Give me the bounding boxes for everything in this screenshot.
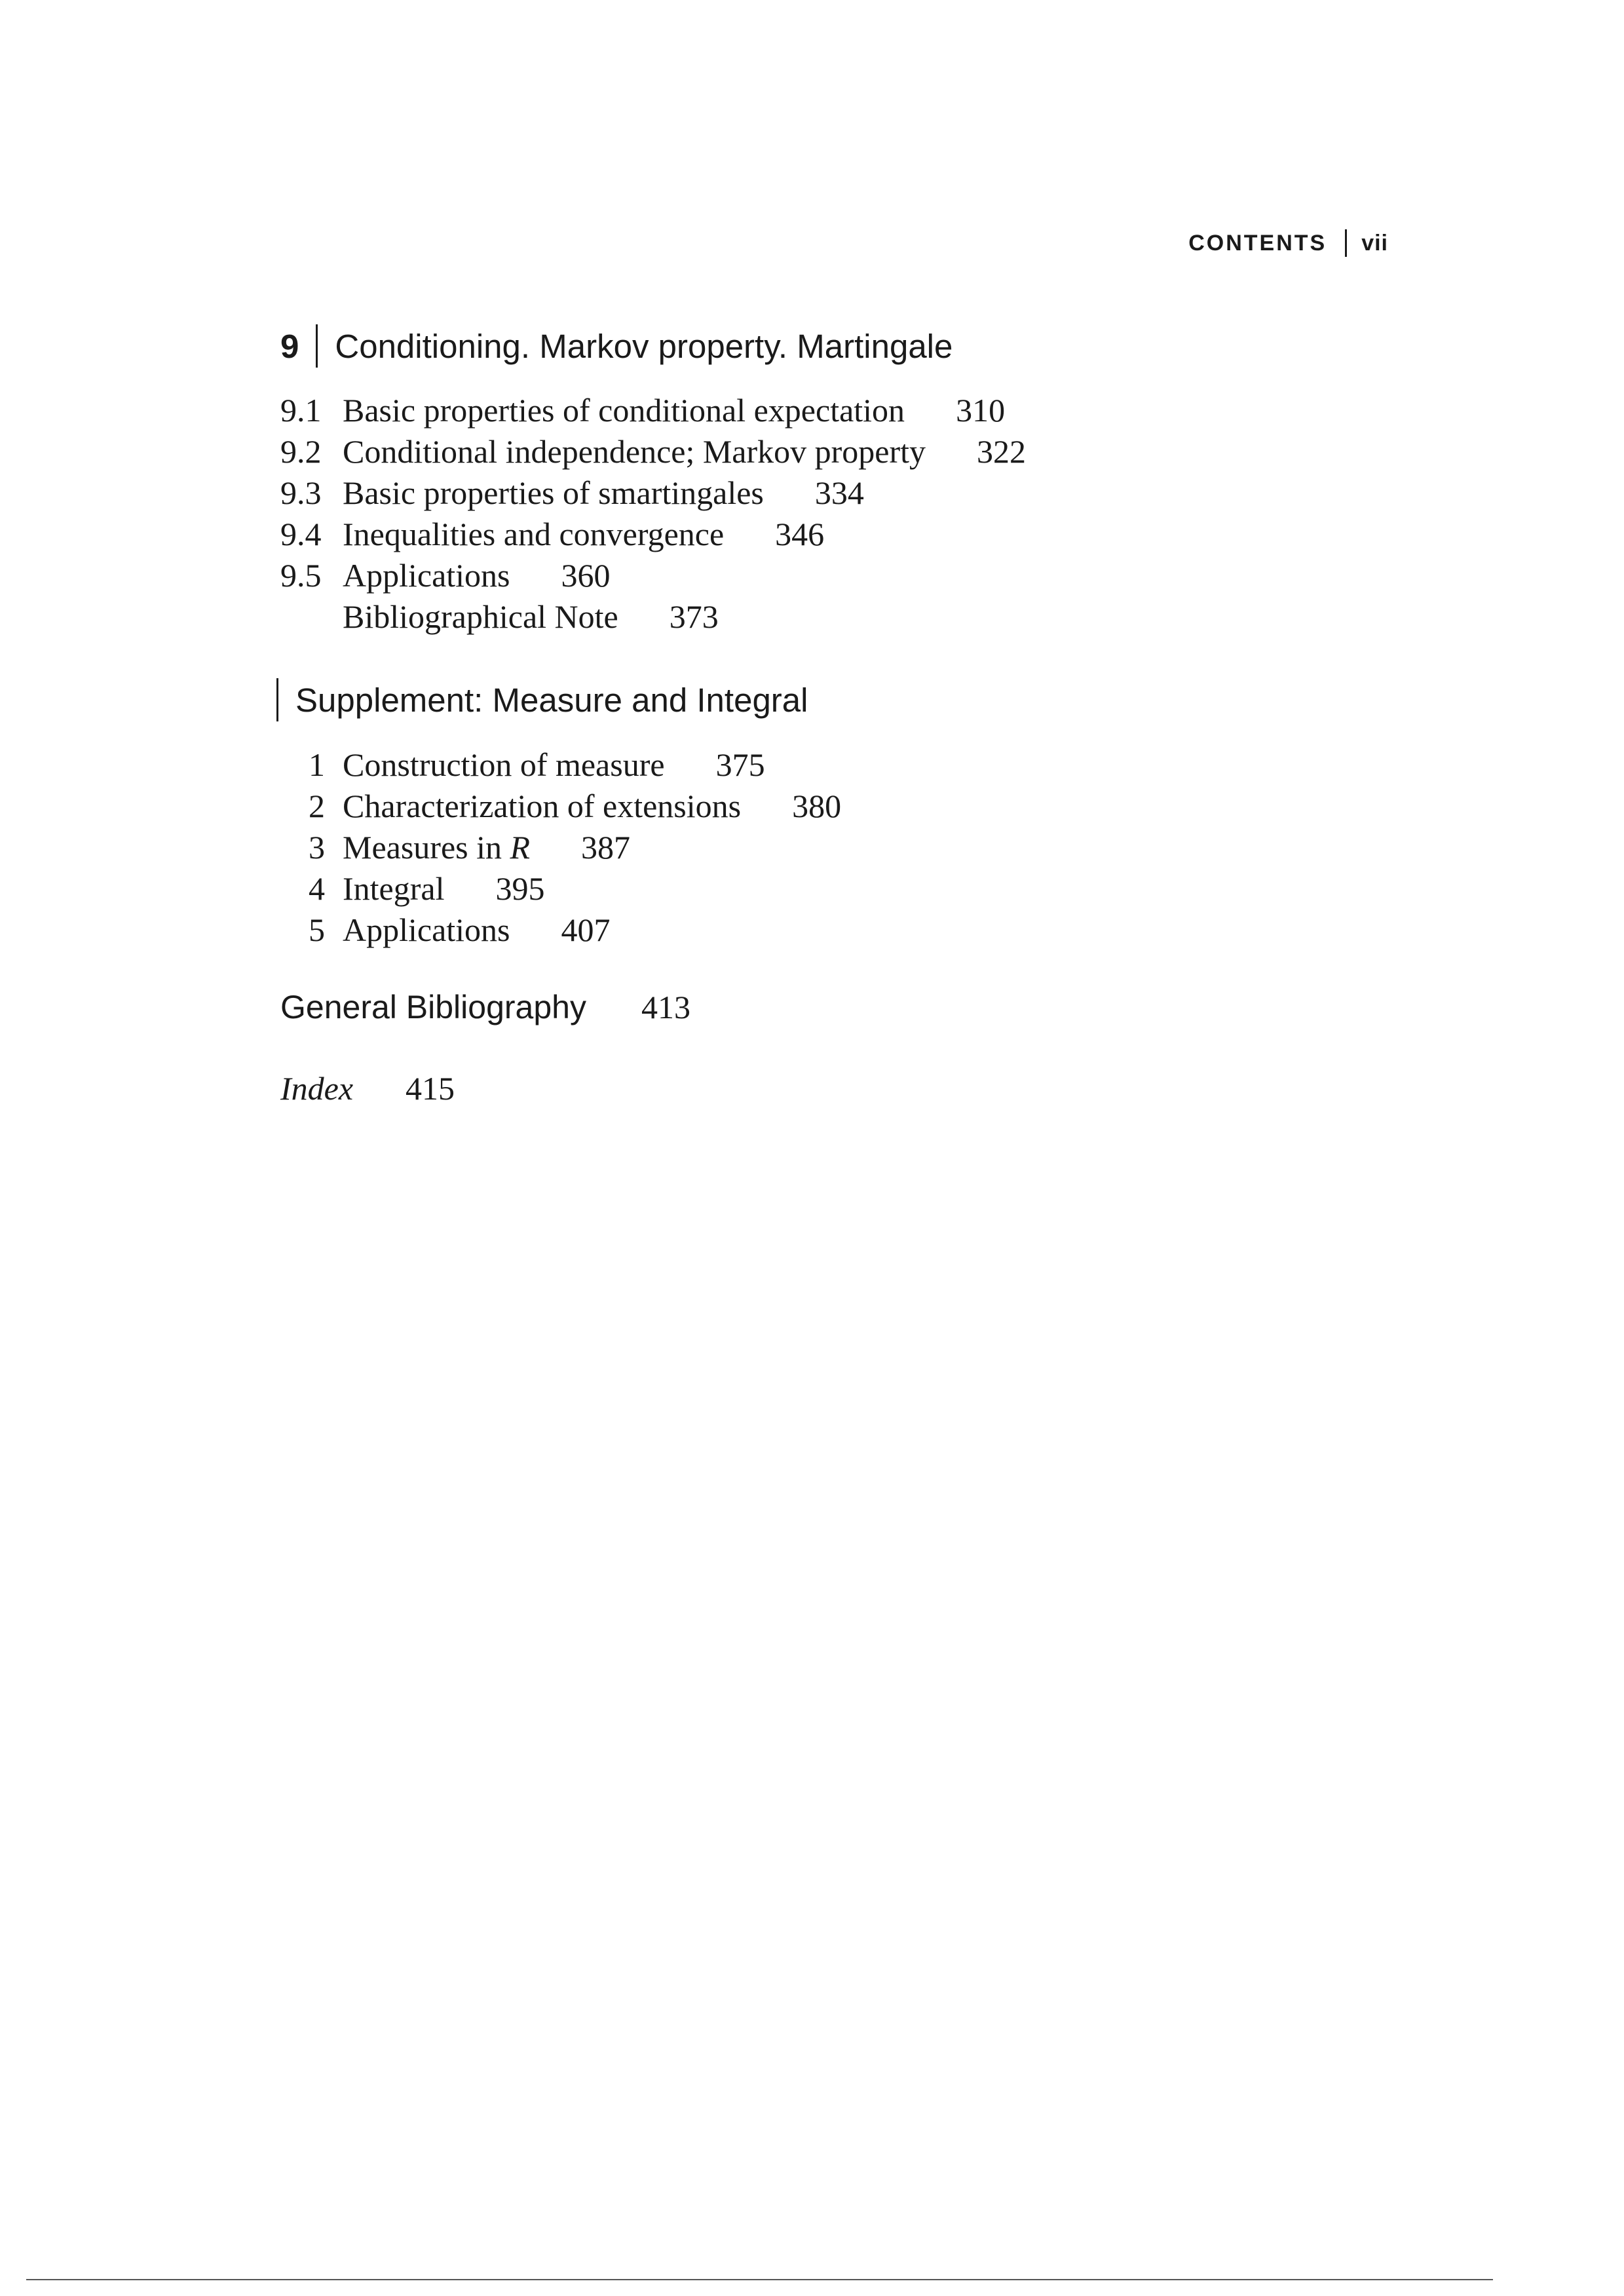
index-page: 415 (406, 1070, 455, 1107)
section-page: 380 (792, 788, 842, 824)
section-number: 9.2 (280, 433, 322, 470)
section-title: Basic properties of smartingales (343, 474, 764, 511)
toc-entry-supplement-1[interactable] (280, 744, 841, 786)
section-title: Construction of measure (343, 746, 665, 783)
chapter-9-entries (280, 390, 1026, 638)
general-bibliography-title: General Bibliography (280, 989, 586, 1025)
section-page: 395 (495, 870, 545, 907)
section-title: Applications (343, 911, 510, 948)
section-title: Bibliographical Note (343, 598, 618, 635)
section-title: Inequalities and convergence (343, 516, 725, 552)
running-head-label: CONTENTS (1188, 230, 1327, 256)
chapter-divider (316, 324, 318, 368)
toc-entry-supplement-2[interactable] (280, 786, 841, 827)
supplement-title: Supplement: Measure and Integral (295, 681, 808, 719)
toc-entry-9-5[interactable] (280, 555, 1026, 596)
section-title: Applications (343, 557, 510, 594)
section-page: 387 (581, 829, 631, 866)
chapter-9-heading[interactable] (280, 324, 953, 368)
section-page: 310 (956, 392, 1006, 429)
bottom-edge-rule (26, 2279, 1493, 2280)
section-page: 375 (715, 746, 765, 783)
section-number: 1 (309, 746, 325, 783)
section-number: 3 (309, 829, 325, 866)
section-page: 407 (561, 911, 611, 948)
section-title (343, 827, 530, 868)
toc-entry-supplement-3[interactable] (280, 827, 841, 868)
section-number: 4 (309, 870, 325, 907)
section-title: Basic properties of conditional expectation (343, 392, 905, 429)
section-number: 9.1 (280, 392, 322, 429)
toc-entry-9-1[interactable] (280, 390, 1026, 431)
section-number: 9.5 (280, 557, 322, 594)
section-title-prefix: Measures in (343, 829, 510, 866)
toc-entry-supplement-4[interactable] (280, 868, 841, 909)
running-head-divider (1345, 229, 1347, 257)
chapter-number: 9 (280, 327, 299, 365)
chapter-title: Conditioning. Markov property. Martingale (335, 327, 953, 365)
section-page: 334 (814, 474, 864, 511)
supplement-heading[interactable] (276, 678, 808, 721)
toc-entry-supplement-5[interactable] (280, 909, 841, 951)
supplement-divider (276, 678, 278, 721)
section-number: 2 (309, 788, 325, 824)
toc-entry-index[interactable] (280, 1069, 455, 1107)
section-number (280, 596, 343, 638)
toc-entry-general-bibliography[interactable] (280, 988, 690, 1026)
section-page: 373 (669, 598, 719, 635)
section-title: Integral (343, 870, 445, 907)
general-bibliography-page: 413 (641, 989, 690, 1025)
supplement-entries (280, 744, 841, 951)
toc-entry-9-4[interactable] (280, 514, 1026, 555)
page-number: vii (1361, 230, 1388, 256)
section-number: 5 (309, 911, 325, 948)
running-head (1188, 229, 1388, 257)
section-title-symbol: R (510, 829, 531, 866)
section-title: Characterization of extensions (343, 788, 742, 824)
index-title: Index (280, 1070, 354, 1107)
toc-entry-9-3[interactable] (280, 472, 1026, 514)
section-number: 9.4 (280, 516, 322, 552)
section-page: 360 (561, 557, 611, 594)
section-page: 322 (977, 433, 1027, 470)
section-number: 9.3 (280, 474, 322, 511)
section-page: 346 (775, 516, 825, 552)
toc-entry-bibliographical-note[interactable] (280, 596, 1026, 638)
section-title: Conditional independence; Markov property (343, 433, 926, 470)
toc-entry-9-2[interactable] (280, 431, 1026, 472)
